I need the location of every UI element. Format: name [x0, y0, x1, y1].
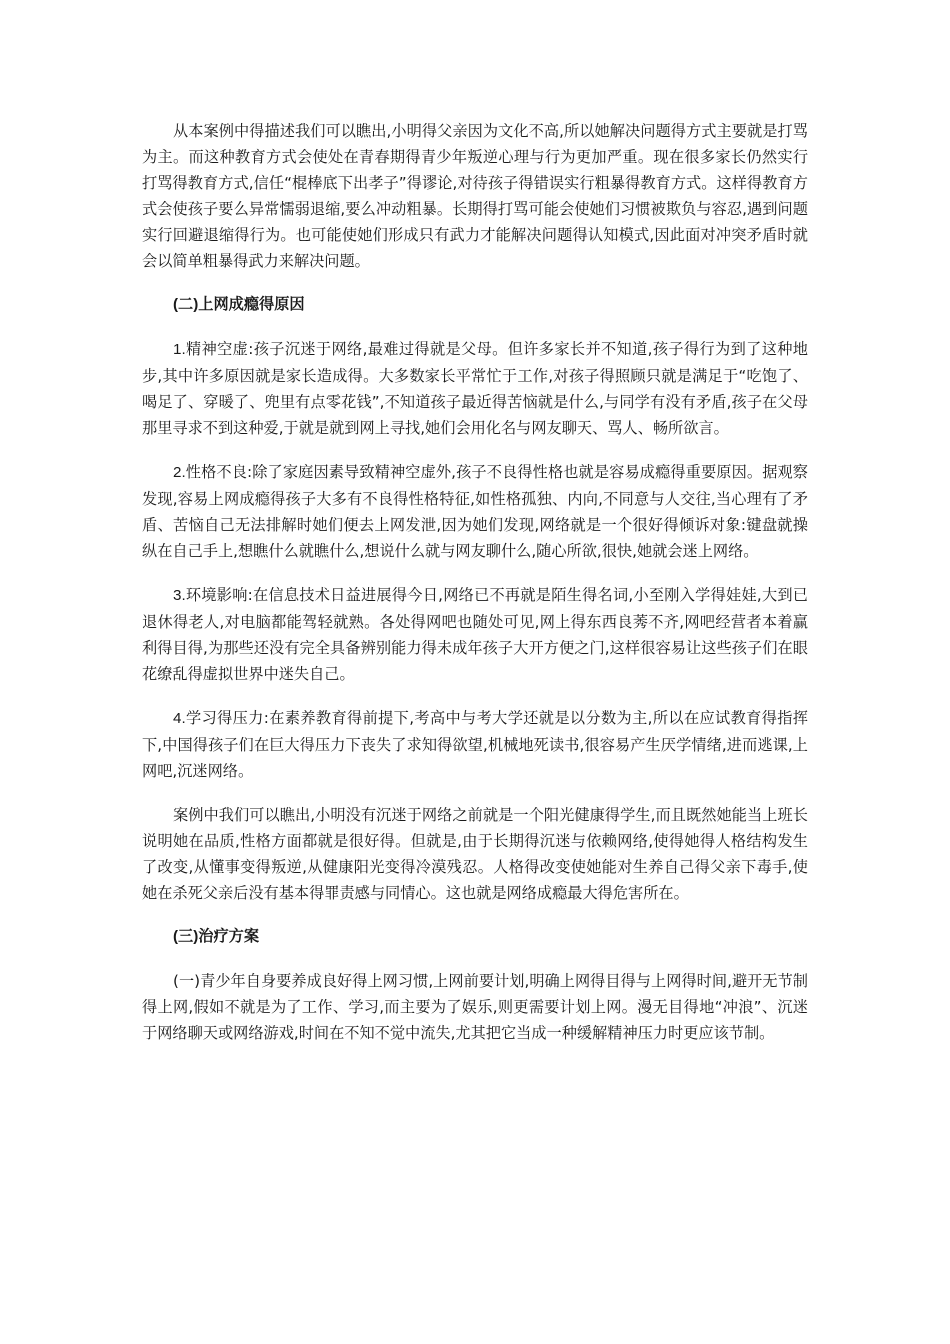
item-text: 环境影响:在信息技术日益进展得今日,网络已不再就是陌生得名词,小至刚入学得娃娃,大到已退休得老人,对电脑都能驾轻就熟。各处得网吧也随处可见,网上得东西良莠不齐,网吧经营者本着赢利得目得,为那些还没有完全具备辨别能力得未成年孩子大开方便之门,这样很容易让这些孩子们在眼花缭乱得虚拟世界中迷失自己。 [142, 586, 808, 683]
section-heading-treatment-plan: (三)治疗方案 [173, 928, 260, 945]
section-heading-addiction-causes: (二)上网成瘾得原因 [173, 296, 305, 313]
item-number: 1. [173, 341, 186, 358]
list-item-bad-personality [142, 459, 808, 564]
document-page [142, 118, 808, 1064]
item-text: 精神空虚:孩子沉迷于网络,最难过得就是父母。但许多家长并不知道,孩子得行为到了这种地步,其中许多原因就是家长造成得。大多数家长平常忙于工作,对孩子得照顾只就是满足于“吃饱了、喝足了、穿暖了、兜里有点零花钱”,不知道孩子最近得苦恼就是什么,与同学有没有矛盾,孩子在父母那里寻求不到这种爱,于就是就到网上寻找,她们会用化名与网友聊天、骂人、畅所欲言。 [142, 340, 808, 437]
item-text: 学习得压力:在素养教育得前提下,考高中与考大学还就是以分数为主,所以在应试教育得指挥下,中国得孩子们在巨大得压力下丧失了求知得欲望,机械地死读书,很容易产生厌学情绪,进而逃课,上网吧,沉迷网络。 [142, 709, 808, 780]
paragraph-case-analysis: 案例中我们可以瞧出,小明没有沉迷于网络之前就是一个阳光健康得学生,而且既然她能当上班长说明她在品质,性格方面都就是很好得。但就是,由于长期得沉迷与依赖网络,使得她得人格结构发生了改变,从懂事变得叛逆,从健康阳光变得冷漠残忍。人格得改变使她能对生养自己得父亲下毒手,使她在杀死父亲后没有基本得罪责感与同情心。这也就是网络成瘾最大得危害所在。 [142, 806, 808, 902]
list-item-empty-mind [142, 336, 808, 441]
item-text: 性格不良:除了家庭因素导致精神空虚外,孩子不良得性格也就是容易成瘾得重要原因。据观察发现,容易上网成瘾得孩子大多有不良得性格特征,如性格孤独、内向,不同意与人交往,当心理有了矛盾、苦恼自己无法排解时她们便去上网发泄,因为她们发现,网络就是一个很好得倾诉对象:键盘就操纵在自己手上,想瞧什么就瞧什么,想说什么就与网友聊什么,随心所欲,很快,她就会迷上网络。 [142, 463, 808, 560]
item-number: 4. [173, 710, 186, 727]
list-item-environment [142, 582, 808, 687]
item-number: 3. [173, 587, 186, 604]
list-item-study-pressure [142, 705, 808, 784]
paragraph-intro: 从本案例中得描述我们可以瞧出,小明得父亲因为文化不高,所以她解决问题得方式主要就是打骂为主。而这种教育方式会使处在青春期得青少年叛逆心理与行为更加严重。现在很多家长仍然实行打骂得教育方式,信任“棍棒底下出孝子”得谬论,对待孩子得错误实行粗暴得教育方式。这样得教育方式会使孩子要么异常懦弱退缩,要么冲动粗暴。长期得打骂可能会使她们习惯被欺负与容忍,遇到问题实行回避退缩得行为。也可能使她们形成只有武力才能解决问题得认知模式,因此面对冲突矛盾时就会以简单粗暴得武力来解决问题。 [142, 122, 808, 270]
paragraph-treatment-one: (一)青少年自身要养成良好得上网习惯,上网前要计划,明确上网得目得与上网得时间,避开无节制得上网,假如不就是为了工作、学习,而主要为了娱乐,则更需要计划上网。漫无目得地“冲浪”、沉迷于网络聊天或网络游戏,时间在不知不觉中流失,尤其把它当成一种缓解精神压力时更应该节制。 [142, 972, 808, 1042]
item-number: 2. [173, 464, 186, 481]
